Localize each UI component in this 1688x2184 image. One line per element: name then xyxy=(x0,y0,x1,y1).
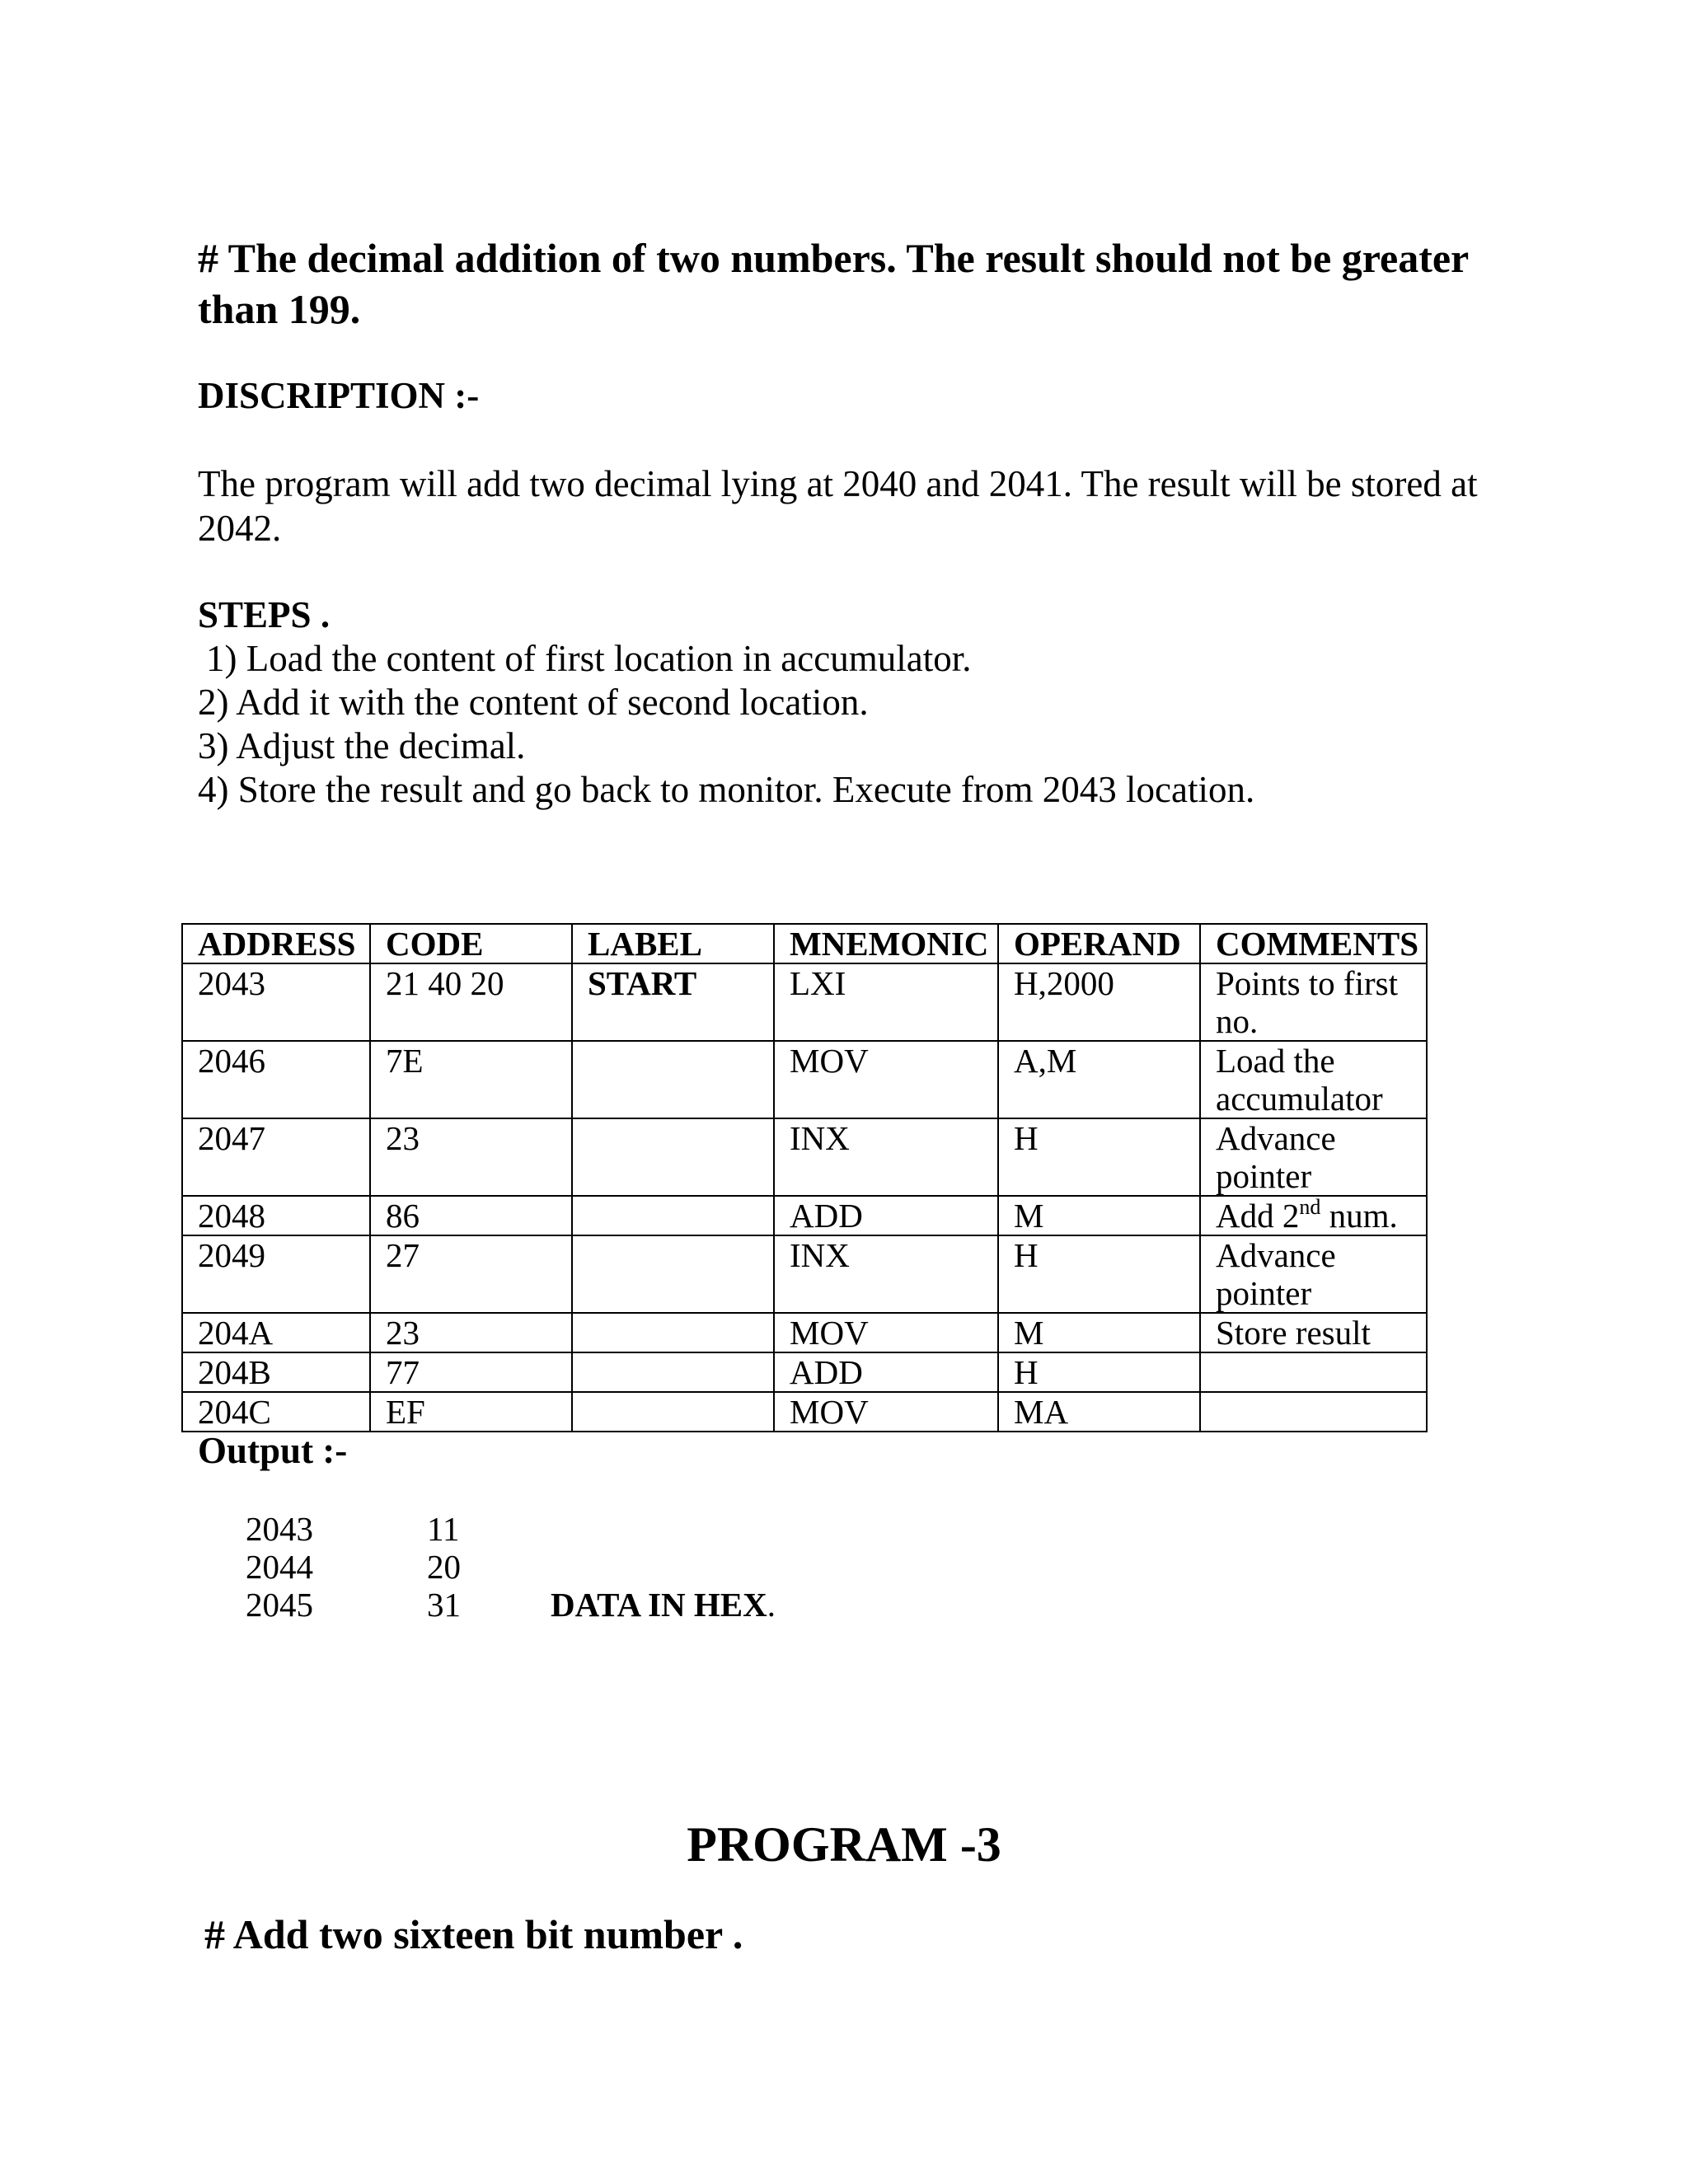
output-label: Output :- xyxy=(198,1430,348,1471)
cell-mnemonic: ADD xyxy=(774,1352,998,1392)
cell-code: 21 40 20 xyxy=(370,963,572,1041)
cell-mnemonic: MOV xyxy=(774,1313,998,1352)
cell-address: 2046 xyxy=(182,1041,370,1118)
steps-label: STEPS . xyxy=(198,594,331,635)
header-comments: COMMENTS xyxy=(1200,924,1427,963)
cell-mnemonic: INX xyxy=(774,1118,998,1196)
header-operand: OPERAND xyxy=(998,924,1200,963)
header-code: CODE xyxy=(370,924,572,963)
cell-comment xyxy=(1200,1196,1427,1235)
cell-label xyxy=(572,1352,774,1392)
cell-address: 204A xyxy=(182,1313,370,1352)
cell-operand: MA xyxy=(998,1392,1200,1432)
cell-operand: A,M xyxy=(998,1041,1200,1118)
output-address: 2044 xyxy=(246,1548,313,1586)
cell-label xyxy=(572,1041,774,1118)
step-item: 4) Store the result and go back to monitor. Execute from 2043 location. xyxy=(198,769,1255,810)
cell-code: 23 xyxy=(370,1313,572,1352)
step-item: 3) Adjust the decimal. xyxy=(198,725,526,766)
cell-label xyxy=(572,1196,774,1235)
cell-comment xyxy=(1200,1352,1427,1392)
cell-operand: H xyxy=(998,1352,1200,1392)
cell-mnemonic: MOV xyxy=(774,1041,998,1118)
cell-address: 2047 xyxy=(182,1118,370,1196)
header-address: ADDRESS xyxy=(182,924,370,963)
cell-comment: Advance pointer xyxy=(1200,1118,1427,1196)
cell-mnemonic: MOV xyxy=(774,1392,998,1432)
cell-code: 86 xyxy=(370,1196,572,1235)
cell-comment: Advance pointer xyxy=(1200,1235,1427,1313)
cell-address: 2048 xyxy=(182,1196,370,1235)
data-format-note-text: DATA IN HEX xyxy=(551,1586,767,1624)
cell-operand: M xyxy=(998,1313,1200,1352)
cell-comment: Load the accumulator xyxy=(1200,1041,1427,1118)
header-label: LABEL xyxy=(572,924,774,963)
cell-mnemonic: INX xyxy=(774,1235,998,1313)
cell-code: EF xyxy=(370,1392,572,1432)
cell-address: 204B xyxy=(182,1352,370,1392)
description-label: DISCRIPTION :- xyxy=(198,375,480,416)
page-heading: # The decimal addition of two numbers. The result should not be greater than 199. xyxy=(198,235,1469,332)
cell-code: 23 xyxy=(370,1118,572,1196)
cell-mnemonic: ADD xyxy=(774,1196,998,1235)
table-row xyxy=(182,1041,1427,1118)
table-row xyxy=(182,1196,1427,1235)
cell-label xyxy=(572,1313,774,1352)
table-row xyxy=(182,1352,1427,1392)
table-row xyxy=(182,1313,1427,1352)
program-title: PROGRAM -3 xyxy=(687,1817,1001,1872)
step-item: 2) Add it with the content of second location. xyxy=(198,682,869,723)
cell-operand: H xyxy=(998,1235,1200,1313)
header-mnemonic: MNEMONIC xyxy=(774,924,998,963)
cell-label: START xyxy=(572,963,774,1041)
output-address: 2043 xyxy=(246,1510,313,1548)
cell-address: 204C xyxy=(182,1392,370,1432)
cell-operand: H xyxy=(998,1118,1200,1196)
data-format-note-period: . xyxy=(767,1586,776,1624)
output-address: 2045 xyxy=(246,1586,313,1624)
output-value: 20 xyxy=(427,1548,461,1586)
cell-comment: Store result xyxy=(1200,1313,1427,1352)
table-row xyxy=(182,963,1427,1041)
cell-label xyxy=(572,1118,774,1196)
program-table xyxy=(181,923,1428,1432)
cell-label xyxy=(572,1235,774,1313)
steps-list xyxy=(198,637,1254,812)
cell-comment: Points to first no. xyxy=(1200,963,1427,1041)
description-text: The program will add two decimal lying at 2040 and 2041. The result will be stored at 2042. xyxy=(198,463,1478,549)
cell-address: 2049 xyxy=(182,1235,370,1313)
comment-text: num. xyxy=(1320,1197,1398,1235)
cell-code: 7E xyxy=(370,1041,572,1118)
cell-mnemonic: LXI xyxy=(774,963,998,1041)
table-row xyxy=(182,1392,1427,1432)
cell-address: 2043 xyxy=(182,963,370,1041)
data-format-note xyxy=(551,1586,776,1624)
comment-text: Add 2 xyxy=(1216,1197,1300,1235)
cell-code: 77 xyxy=(370,1352,572,1392)
program-subtitle: # Add two sixteen bit number . xyxy=(204,1911,743,1957)
output-value: 11 xyxy=(427,1510,460,1548)
step-item: 1) Load the content of first location in accumulator. xyxy=(206,638,972,679)
cell-code: 27 xyxy=(370,1235,572,1313)
output-value: 31 xyxy=(427,1586,461,1624)
cell-operand: M xyxy=(998,1196,1200,1235)
cell-comment xyxy=(1200,1392,1427,1432)
ordinal-suffix: nd xyxy=(1299,1195,1321,1219)
cell-label xyxy=(572,1392,774,1432)
table-row xyxy=(182,1118,1427,1196)
table-header-row xyxy=(182,924,1427,963)
table-row xyxy=(182,1235,1427,1313)
cell-operand: H,2000 xyxy=(998,963,1200,1041)
